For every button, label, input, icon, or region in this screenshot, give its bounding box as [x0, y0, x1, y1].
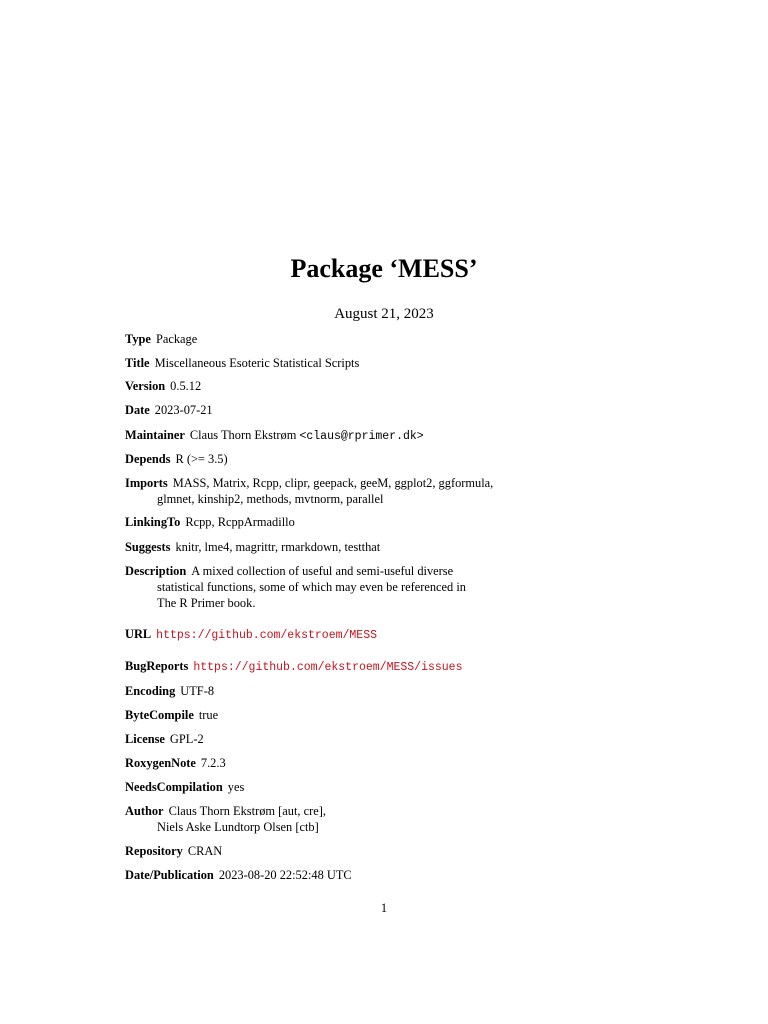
- field-key: Version: [125, 379, 166, 393]
- field-encoding: [125, 683, 645, 699]
- field-linkingto: [125, 514, 645, 530]
- field-key: Date/Publication: [125, 868, 214, 882]
- field-repository: [125, 843, 645, 859]
- field-date-publication: [125, 867, 645, 883]
- field-value-line: Niels Aske Lundtorp Olsen [ctb]: [157, 820, 319, 834]
- field-key: Imports: [125, 476, 168, 490]
- field-key: NeedsCompilation: [125, 780, 223, 794]
- field-suggests: [125, 539, 645, 555]
- field-key: Suggests: [125, 540, 171, 554]
- page-number: 1: [380, 901, 388, 915]
- field-value: 2023-07-21: [154, 403, 213, 417]
- field-bugreports: [125, 658, 645, 676]
- document-date: August 21, 2023: [334, 306, 434, 322]
- field-roxygennote: [125, 755, 645, 771]
- field-value-line: statistical functions, some of which may even be referenced in: [157, 580, 466, 594]
- field-value: CRAN: [187, 844, 223, 858]
- field-value: UTF-8: [180, 684, 215, 698]
- field-description: [125, 563, 645, 611]
- field-title: [125, 355, 645, 371]
- field-author: [125, 803, 645, 835]
- field-value: Rcpp, RcppArmadillo: [185, 515, 295, 529]
- field-maintainer: [125, 427, 645, 445]
- field-value: 7.2.3: [200, 756, 226, 770]
- field-key: BugReports: [125, 659, 189, 673]
- url-link[interactable]: https://github.com/ekstroem/MESS: [156, 629, 378, 642]
- field-key: Depends: [125, 452, 171, 466]
- field-value-line: glmnet, kinship2, methods, mvtnorm, parallel: [157, 492, 384, 506]
- field-value: Miscellaneous Esoteric Statistical Scripts: [154, 356, 360, 370]
- maintainer-name: Claus Thorn Ekstrøm: [189, 428, 297, 442]
- field-key: Type: [125, 332, 151, 346]
- field-value: GPL-2: [169, 732, 204, 746]
- field-depends: [125, 451, 645, 467]
- field-value-line: A mixed collection of useful and semi-useful diverse: [191, 564, 454, 578]
- field-key: Date: [125, 403, 150, 417]
- bugreports-link[interactable]: https://github.com/ekstroem/MESS/issues: [193, 661, 463, 674]
- field-key: RoxygenNote: [125, 756, 196, 770]
- field-type: [125, 331, 645, 347]
- field-key: URL: [125, 627, 152, 641]
- field-value-line: The R Primer book.: [157, 596, 256, 610]
- field-value: 2023-08-20 22:52:48 UTC: [218, 868, 352, 882]
- field-key: License: [125, 732, 165, 746]
- field-bytecompile: [125, 707, 645, 723]
- field-date: [125, 402, 645, 418]
- field-value: R (>= 3.5): [175, 452, 228, 466]
- field-key: Description: [125, 564, 187, 578]
- field-value: 0.5.12: [170, 379, 202, 393]
- field-needscompilation: [125, 779, 645, 795]
- field-value: knitr, lme4, magrittr, rmarkdown, testthat: [175, 540, 381, 554]
- field-url: [125, 626, 645, 644]
- field-key: Maintainer: [125, 428, 185, 442]
- field-version: [125, 378, 645, 394]
- field-key: Author: [125, 804, 164, 818]
- field-value-line: MASS, Matrix, Rcpp, clipr, geepack, geeM, ggplot2, ggformula,: [172, 476, 494, 490]
- field-value: yes: [227, 780, 245, 794]
- field-value: true: [198, 708, 219, 722]
- field-value: Package: [155, 332, 198, 346]
- field-key: Title: [125, 356, 150, 370]
- maintainer-email: <claus@rprimer.dk>: [299, 430, 424, 443]
- field-license: [125, 731, 645, 747]
- field-key: LinkingTo: [125, 515, 181, 529]
- field-key: Repository: [125, 844, 183, 858]
- field-key: ByteCompile: [125, 708, 194, 722]
- field-value-line: Claus Thorn Ekstrøm [aut, cre],: [168, 804, 326, 818]
- field-imports: [125, 475, 645, 507]
- package-title: Package ‘MESS’: [290, 254, 478, 283]
- field-key: Encoding: [125, 684, 176, 698]
